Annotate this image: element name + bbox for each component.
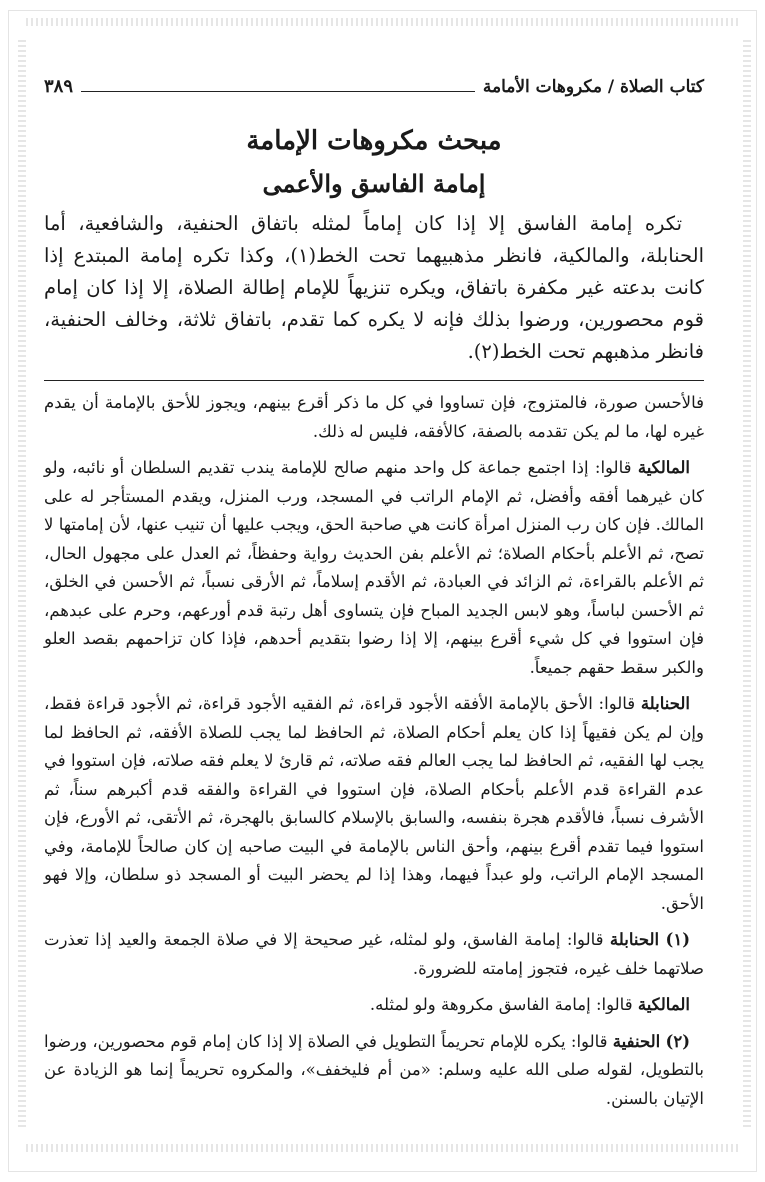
footnote-continuation: فالأحسن صورة، فالمتزوج، فإن تساووا في كل ما ذكر أقرع بينهم، ويجوز للأحق بالإمامة أن يقدم غيره لها، ما لم يكن تقدمه بالصفة، كالأفقه، فليس له ذلك. bbox=[44, 393, 704, 441]
header-rule bbox=[81, 77, 475, 92]
scan-edge-right bbox=[743, 40, 751, 1130]
page-number: ٣٨٩ bbox=[44, 76, 74, 97]
scan-edge-left bbox=[18, 40, 26, 1130]
footnote-1 bbox=[44, 926, 704, 983]
footnote-1-label: الحنابلة bbox=[609, 930, 660, 949]
footnote-maliki-label: المالكية bbox=[637, 458, 690, 477]
section-title: مبحث مكروهات الإمامة bbox=[246, 126, 502, 156]
footnote-2 bbox=[44, 1028, 704, 1114]
footnote-hanbali-label: الحنابلة bbox=[640, 694, 690, 713]
footnote-hanbali bbox=[44, 690, 704, 918]
footnote-1-maliki bbox=[44, 991, 704, 1020]
footnote-maliki-text: قالوا: إذا اجتمع جماعة كل واحد منهم صالح للإمامة يندب تقديم السلطان أو نائبه، ولو كان غيرهما أفقه وأفضل، ثم الإمام الراتب في المسجد، ورب المنزل، ويقدم المستأجر له على المالك. فإن كان رب المنزل امرأة كانت هي صاحبة الحق، ويجب عليها أن تنيب عنها، لأن إمامتها لا تصح، ثم الأعلم بأحكام الصلاة؛ ثم الأعلم بفن الحديث رواية وحفظاً، ثم العدل على مجهول الحال، ثم الأعلم بالقراءة، ثم الزائد في العبادة، ثم الأقدم إسلاماً، ثم الأرقى نسباً، ثم الأحسن في الخلق، ثم الأحسن لباساً، وهو لابس الجديد المباح فإن يتساوى أهل رتبة قدم أورعهم، وحرم على عبدهم، فإن استووا في كل شيء أقرع بينهم، إلا إذا رضوا بتقديم أحدهم، فإذا كان تزاحمهم بقصد العلو والكبر سقط حقهم جميعاً. bbox=[44, 458, 704, 677]
running-header bbox=[44, 76, 704, 106]
footnote-2-label: الحنفية bbox=[612, 1031, 661, 1051]
footnote-separator bbox=[44, 380, 704, 381]
footnote-1-marker: (١) bbox=[665, 930, 690, 949]
subsection-title: إمامة الفاسق والأعمى bbox=[262, 169, 486, 198]
footnote-hanbali-text: قالوا: الأحق بالإمامة الأفقه الأجود قراءة، ثم الفقيه الأجود قراءة، ثم الأجود قراءة فقط، وإن لم يكن فقيهاً إذا كان يعلم أحكام الصلاة، ثم الحافظ لما يجب للصلاة الأفقه، ثم الحافظ لما يجب لها الفقيه، ثم الحافظ لما يجب العالم فقه صلاته، ثم قارئ لا يعلم فقه صلاته، فإن استووا في عدم القراءة قدم الأعلم بأحكام الصلاة، فإن استووا في القراءة والفقه قدم أكبرهم سناً، ثم الأشرف نسباً، فالأقدم هجرة بنفسه، والسابق بالإسلام كالسابق بالهجرة، ثم الأتقى، ثم الأورع، فإن استووا فيما تقدم أقرع بينهم، وأحق الناس بالإمامة في البيت صاحبه إن كان صالحاً للإمامة، وفي المسجد الإمام الراتب، ولو عبداً فيهما، وهذا إذا لم يحضر البيت أو المسجد ذو سلطان، وإلا فهو الأحق. bbox=[44, 694, 704, 913]
running-title: كتاب الصلاة / مكروهات الأمامة bbox=[482, 77, 704, 97]
scan-edge-top bbox=[26, 18, 741, 26]
footnote-2-text: قالوا: يكره للإمام تحريماً التطويل في الصلاة إلا إذا كان إمام قوم محصورين، ورضوا بالتطويل، لقوله صلى الله عليه وسلم: «من أم فليخفف»، والمكروه تحريماً إنما هو الزيادة عن الإتيان بالسنن. bbox=[44, 1031, 704, 1108]
page-content bbox=[44, 76, 704, 1121]
footnote-1-maliki-label: المالكية bbox=[637, 995, 690, 1014]
footnote-maliki bbox=[44, 454, 704, 682]
scan-edge-bottom bbox=[26, 1144, 741, 1152]
footnote-1-text: قالوا: إمامة الفاسق، ولو لمثله، غير صحيحة إلا في صلاة الجمعة والعيد إذا تعذرت صلاتهما خلف غيره، فتجوز إمامته للضرورة. bbox=[44, 930, 704, 978]
footnote-2-marker: (٢) bbox=[665, 1031, 690, 1051]
main-paragraph: تكره إمامة الفاسق إلا إذا كان إماماً لمثله باتفاق الحنفية، والشافعية، أما الحنابلة، والمالكية، فانظر مذهبيهما تحت الخط(١)، وكذا تكره إمامة المبتدع إذا كانت بدعته غير مكفرة باتفاق، ويكره تنزيهاً للإمام إطالة الصلاة، إلا إذا كان إمام قوم محصورين، ورضوا بذلك فإنه لا يكره كما تقدم، باتفاق ثلاثة، وخالف الحنفية، فانظر مذهبهم تحت الخط(٢). bbox=[44, 212, 704, 363]
footnote-1-maliki-text: قالوا: إمامة الفاسق مكروهة ولو لمثله. bbox=[369, 995, 638, 1014]
